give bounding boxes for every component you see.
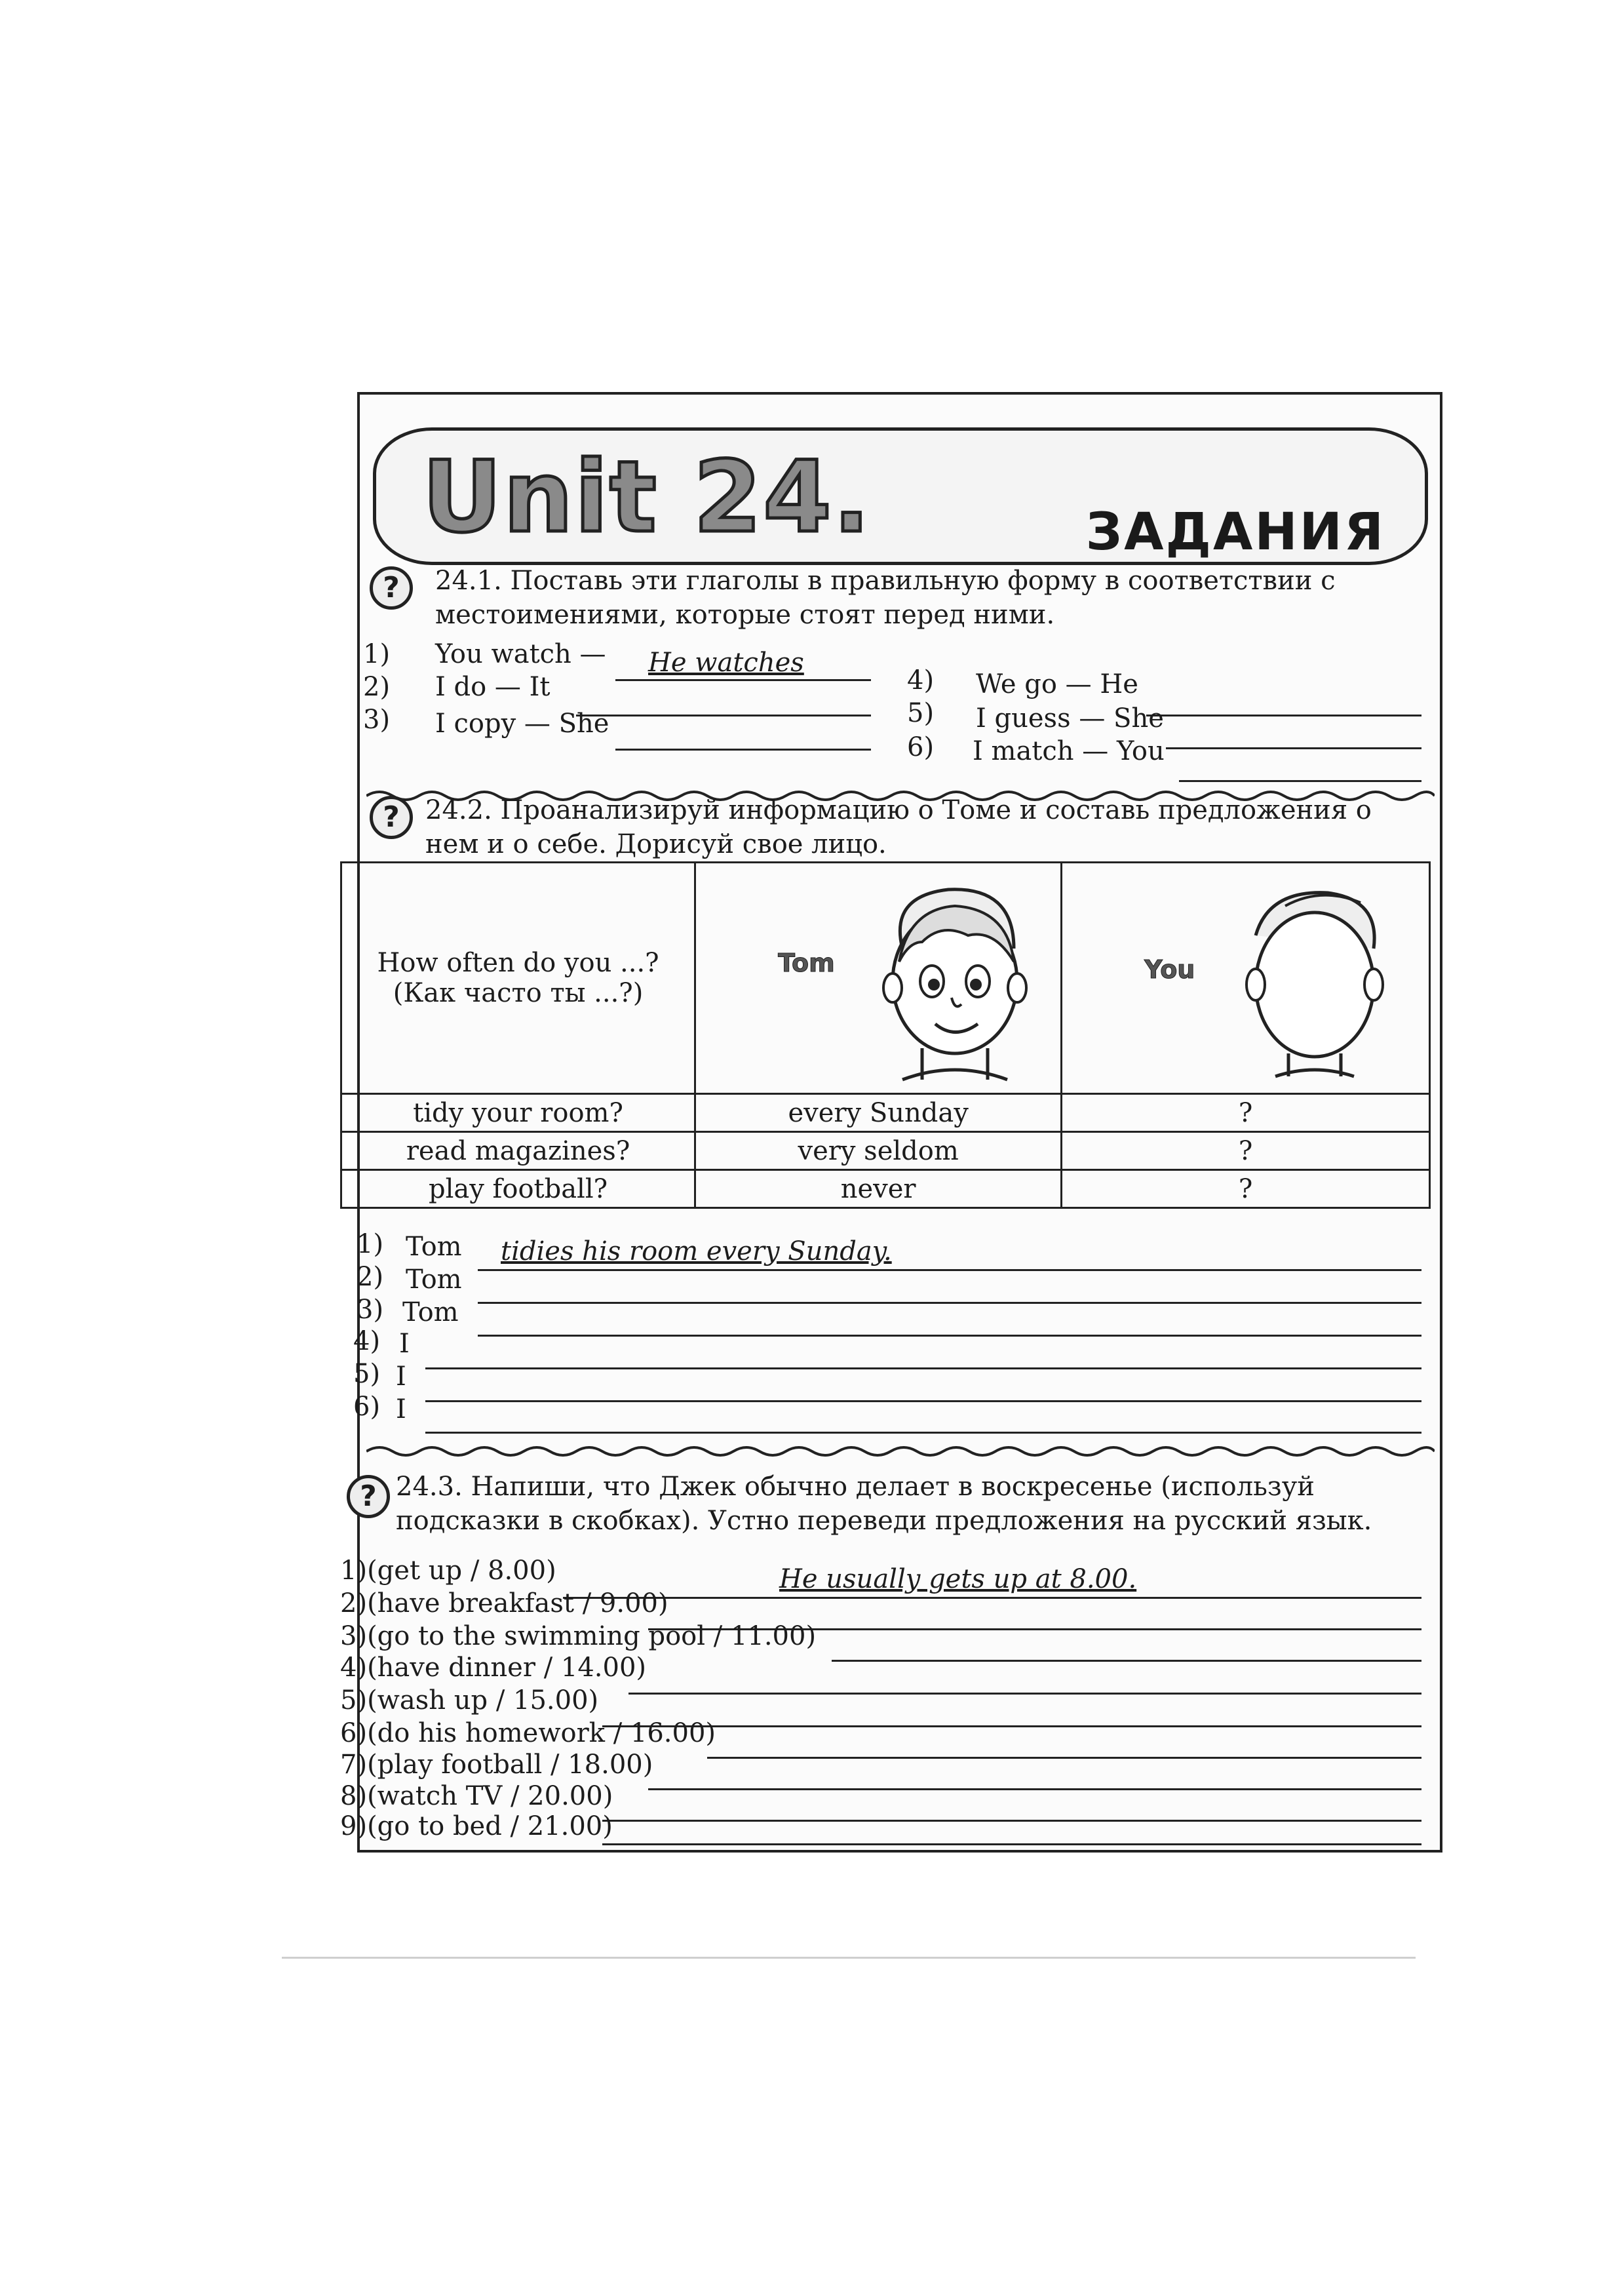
hint-num: 8)	[340, 1781, 368, 1811]
task1-item-num: 1)	[363, 639, 391, 669]
sentence-subject: Tom	[402, 1297, 459, 1327]
hint-num: 3)	[340, 1621, 368, 1651]
activity-cell: tidy your room?	[341, 1094, 695, 1132]
answer-line[interactable]	[1166, 747, 1421, 749]
task1-item-answer[interactable]: He watches	[648, 648, 804, 678]
hint-text: (watch TV / 20.00)	[367, 1781, 613, 1811]
section-title: ЗАДАНИЯ	[1085, 503, 1385, 562]
hint-item	[340, 1811, 613, 1842]
question-icon: ?	[370, 796, 413, 839]
question-icon: ?	[347, 1475, 390, 1518]
hint-text: (go to bed / 21.00)	[367, 1811, 613, 1841]
answer-line[interactable]	[478, 1269, 1421, 1271]
sentence-answer[interactable]: tidies his room every Sunday.	[501, 1236, 892, 1266]
you-frequency-cell[interactable]: ?	[1062, 1094, 1430, 1132]
question-ru: (Как часто ты ...?)	[393, 978, 644, 1008]
hint-num: 2)	[340, 1588, 368, 1618]
tom-face-icon	[863, 870, 1047, 1086]
you-frequency-cell[interactable]: ?	[1062, 1170, 1430, 1208]
question-icon: ?	[370, 566, 413, 610]
answer-line[interactable]	[425, 1400, 1421, 1402]
table-row	[341, 1094, 1430, 1132]
hint-num: 5)	[340, 1685, 368, 1716]
answer-line[interactable]	[425, 1432, 1421, 1434]
table-row	[341, 1132, 1430, 1170]
hint-text: (play football / 18.00)	[367, 1750, 653, 1780]
unit-banner	[373, 427, 1428, 565]
task1-item-num: 2)	[363, 672, 391, 702]
hint-item	[340, 1555, 556, 1586]
hint-item	[340, 1652, 646, 1683]
you-label: You	[1144, 955, 1195, 984]
hint-item	[340, 1685, 598, 1716]
hint-text: (have dinner / 14.00)	[367, 1653, 646, 1683]
wavy-divider	[366, 1443, 1435, 1459]
sentence-num: 1)	[357, 1229, 384, 1259]
hint-num: 4)	[340, 1653, 368, 1683]
hint-text: (do his homework / 16.00)	[367, 1718, 716, 1748]
question-en: How often do you ...?	[377, 948, 659, 978]
task1-item-num: 6)	[907, 732, 935, 762]
tom-column-header	[695, 863, 1062, 1094]
tom-frequency-cell: never	[695, 1170, 1062, 1208]
scan-edge-line	[282, 1957, 1416, 1959]
hint-num: 1)	[340, 1556, 368, 1586]
task1-item-num: 4)	[907, 665, 935, 696]
unit-title: Unit 24.	[422, 441, 872, 555]
hint-text: (wash up / 15.00)	[367, 1685, 599, 1716]
table-header-question	[341, 863, 695, 1094]
blank-face-icon[interactable]	[1229, 876, 1393, 1086]
hint-item	[340, 1780, 613, 1812]
sentence-num: 3)	[357, 1295, 384, 1325]
answer-line[interactable]	[563, 1597, 1421, 1599]
answer-line[interactable]	[648, 1788, 1421, 1790]
answer-line[interactable]	[602, 1820, 1421, 1822]
task1-item-prompt: I guess — She	[976, 703, 1164, 734]
you-column-header	[1062, 863, 1430, 1094]
sentence-subject: I	[399, 1329, 410, 1359]
answer-line[interactable]	[1146, 715, 1421, 716]
sentence-subject: I	[396, 1394, 406, 1424]
answer-line[interactable]	[478, 1302, 1421, 1304]
hint-num: 7)	[340, 1750, 368, 1780]
hint-num: 9)	[340, 1811, 368, 1841]
sentence-num: 4)	[353, 1326, 381, 1356]
tom-frequency-cell: very seldom	[695, 1132, 1062, 1170]
table-row	[341, 1170, 1430, 1208]
tom-label: Tom	[778, 949, 835, 977]
answer-line[interactable]	[576, 715, 871, 716]
activity-cell: read magazines?	[341, 1132, 695, 1170]
answer-line[interactable]	[478, 1335, 1421, 1337]
sentence-num: 2)	[357, 1262, 384, 1292]
sentence-num: 6)	[353, 1392, 381, 1422]
answer-line[interactable]	[832, 1660, 1421, 1662]
answer-line[interactable]	[425, 1367, 1421, 1369]
hint-text: (have breakfast / 9.00)	[367, 1588, 668, 1618]
task1-item-prompt: I copy — She	[435, 709, 609, 739]
answer-line[interactable]	[1179, 780, 1421, 782]
hint-text: (get up / 8.00)	[367, 1556, 556, 1586]
answer-line[interactable]	[615, 679, 871, 681]
worksheet-page	[340, 392, 1442, 1853]
task1-item-num: 3)	[363, 705, 391, 735]
sentence-num: 5)	[353, 1359, 381, 1389]
hint-answer[interactable]: He usually gets up at 8.00.	[779, 1564, 1137, 1594]
task1-item-prompt: I do — It	[435, 672, 551, 702]
task1-item-num: 5)	[907, 698, 935, 728]
activity-cell: play football?	[341, 1170, 695, 1208]
task1-item-prompt: I match — You	[973, 736, 1165, 766]
hint-num: 6)	[340, 1718, 368, 1748]
task3-instructions: 24.3. Напиши, что Джек обычно делает в воскресенье (используй подсказки в скобках). Устно переведи предложения на русский язык.	[396, 1472, 1372, 1536]
sentence-subject: Tom	[406, 1232, 462, 1262]
answer-line[interactable]	[602, 1725, 1421, 1727]
hint-item	[340, 1717, 716, 1749]
task1-item-prompt: You watch —	[435, 639, 606, 669]
task1-instructions: 24.1. Поставь эти глаголы в правильную форму в соответствии с местоимениями, которые стоят перед ними.	[435, 566, 1336, 630]
you-frequency-cell[interactable]: ?	[1062, 1132, 1430, 1170]
answer-line[interactable]	[707, 1757, 1421, 1759]
answer-line[interactable]	[602, 1843, 1421, 1845]
hint-item	[340, 1749, 653, 1780]
tom-frequency-cell: every Sunday	[695, 1094, 1062, 1132]
sentence-subject: Tom	[406, 1265, 462, 1295]
hint-item	[340, 1620, 816, 1652]
frequency-table	[340, 861, 1431, 1209]
hint-text: (go to the swimming pool / 11.00)	[367, 1621, 817, 1651]
task1-item-prompt: We go — He	[976, 669, 1138, 699]
answer-line[interactable]	[628, 1693, 1421, 1695]
answer-line[interactable]	[615, 749, 871, 751]
task2-instructions: 24.2. Проанализируй информацию о Томе и составь предложения о нем и о себе. Дорисуй свое лицо.	[425, 795, 1372, 859]
sentence-subject: I	[396, 1362, 406, 1392]
hint-item	[340, 1588, 668, 1619]
